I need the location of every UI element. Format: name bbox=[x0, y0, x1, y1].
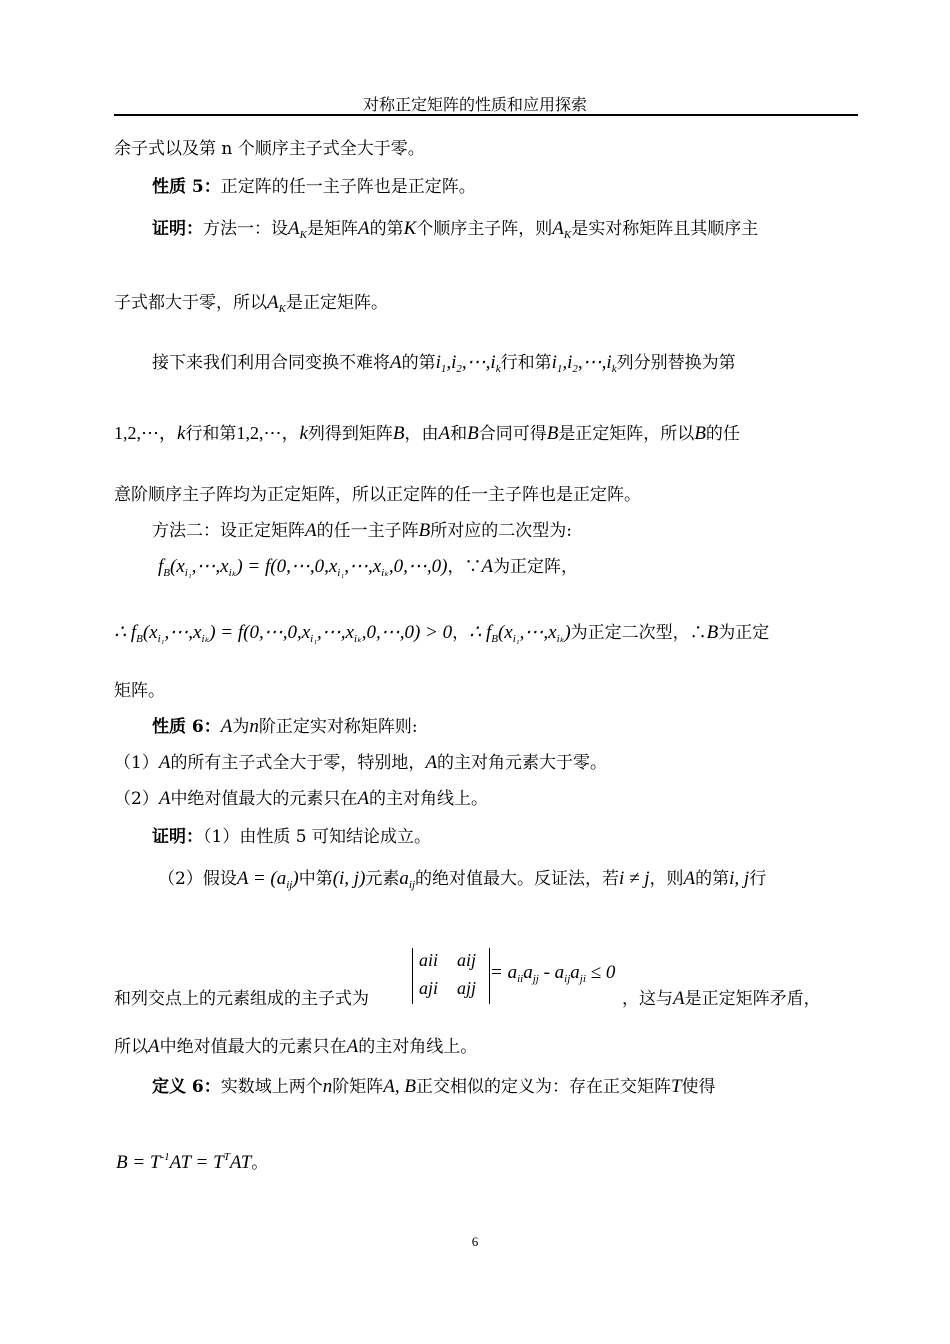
proof-method-2: 方法二：设正定矩阵A的任一主子阵B所对应的二次型为: bbox=[152, 520, 572, 541]
determinant-2x2: a ii a ij a ji a jj bbox=[412, 948, 490, 1004]
equation-positive: ∴ $f_B(x_{i_1},\cdots,x_{i_k})$ = $f(0,\cdots,0,x_{i_1},\cdots,x_{i_k},0,\cdots,0) > 0$，∴ $f_B(x_{i_1},\cdots,x_{i_k})$为正定二次型，∴B为正定 bbox=[114, 622, 770, 645]
definition-6: 定义 6：实数域上两个n阶矩阵A, B正交相似的定义为：存在正交矩阵T使得 bbox=[152, 1076, 716, 1097]
proof-line-15-tail: ，这与A是正定矩阵矛盾， bbox=[622, 988, 821, 1009]
definition-6-formula: $B = T^{-1}AT = T^TAT$。 bbox=[116, 1151, 269, 1173]
proof-6: 证明：（1）由性质 5 可知结论成立。 bbox=[152, 827, 431, 847]
determinant-expansion: = $a_{ii}a_{jj} - a_{ij}a_{ji} \le 0$ bbox=[490, 962, 616, 985]
property-5-label: 性质 5： bbox=[152, 177, 221, 197]
proof-6-label: 证明： bbox=[152, 827, 203, 847]
line-continuation: 余子式以及第 n 个顺序主子式全大于零。 bbox=[114, 139, 425, 159]
property-5: 性质 5：正定阵的任一主子阵也是正定阵。 bbox=[152, 177, 476, 197]
running-header: 对称正定矩阵的性质和应用探索 bbox=[362, 95, 587, 114]
property-6-claim-2: （2）A中绝对值最大的元素只在A的主对角线上。 bbox=[114, 788, 489, 809]
proof-label: 证明： bbox=[152, 219, 203, 239]
proof-line-3: 子式都大于零，所以$A_K$是正定矩阵。 bbox=[114, 292, 388, 315]
proof-line-4: 接下来我们利用合同变换不难将A的第$i_1,i_2,\cdots,i_k$行和第$i_1,i_2,\cdots,i_k$列分别替换为第 bbox=[152, 352, 736, 375]
property-6: 性质 6：A为n阶正定实对称矩阵则: bbox=[152, 716, 418, 737]
proof-line-6: 意阶顺序主子阵均为正定矩阵，所以正定阵的任一主子阵也是正定阵。 bbox=[114, 485, 641, 505]
header-rule bbox=[114, 114, 858, 116]
property-6-label: 性质 6： bbox=[152, 717, 221, 737]
proof-line-5: 1,2,⋯，k行和第1,2,⋯，k列得到矩阵B，由A和B合同可得B是正定矩阵，所以B的任 bbox=[114, 423, 740, 444]
property-6-claim-1: （1）A的所有主子式全大于零，特别地，A的主对角元素大于零。 bbox=[114, 752, 608, 773]
proof-method-1: 证明：方法一：设$A_K$是矩阵A的第K个顺序主子阵，则$A_K$是实对称矩阵且其顺序主 bbox=[152, 218, 759, 241]
proof-line-9: 矩阵。 bbox=[114, 681, 165, 701]
proof-6-part-2: （2）假设$A = (a_{ij})$中第(i, j)元素$a_{ij}$的绝对值最大。反证法，若i ≠ j，则A的第i, j行 bbox=[158, 868, 767, 891]
definition-6-label: 定义 6： bbox=[152, 1077, 221, 1097]
page-number: 6 bbox=[471, 1234, 479, 1249]
proof-line-15: 和列交点上的元素组成的主子式为 bbox=[114, 989, 369, 1009]
equation-quadratic-form: $f_B(x_{i_1},\cdots,x_{i_k})$ = $f(0,\cdots,0,x_{i_1},\cdots,x_{i_k},0,\cdots,0)$，∵A为正定阵， bbox=[158, 556, 579, 579]
proof-line-16: 所以A中绝对值最大的元素只在A的主对角线上。 bbox=[114, 1036, 478, 1057]
